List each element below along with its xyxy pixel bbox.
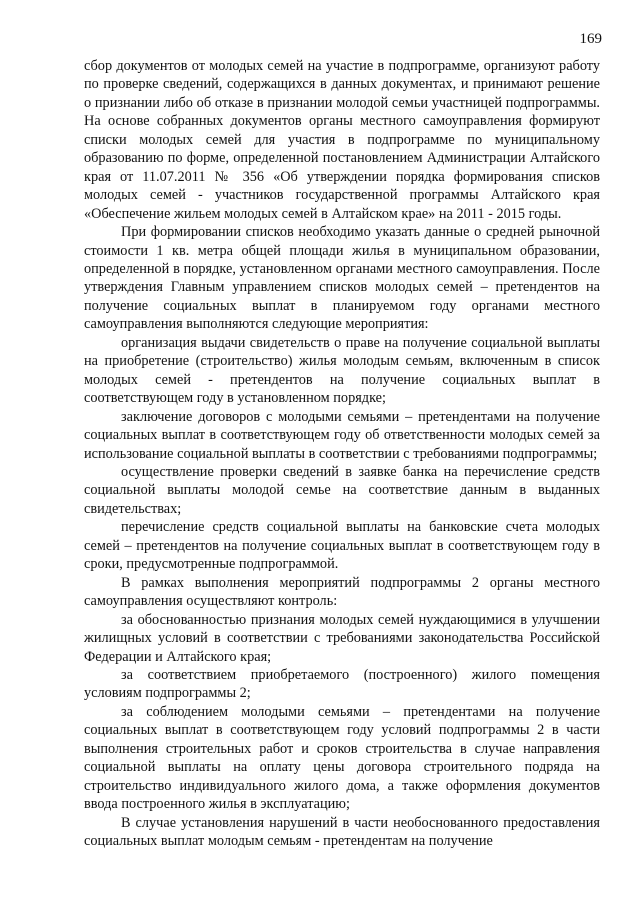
- list-item-control-construction: за соблюдением молодыми семьями – претендентами на получение социальных выплат в соответствующем году условий подпрограммы 2 в части выполнения строительных работ и сроков строительства в случае направления социальной выплаты на оплату цены договора строительного подряда на строительство индивидуального жилого дома, а также оформления документов ввода построенного жилья в эксплуатацию;: [84, 703, 600, 813]
- paragraph-continuation: сбор документов от молодых семей на участие в подпрограмме, организуют работу по проверке сведений, содержащихся в данных документах, и принимают решение о признании либо об отказе в признании молодой семьи участницей подпрограммы. На основе собранных документов органы местного самоуправления формируют списки молодых семей для участия в подпрограмме по муниципальному образованию по форме, определенной постановлением Администрации Алтайского края от 11.07.2011 № 356 «Об утверждении порядка формирования списков молодых семей - участников государственной программы Алтайского края «Обеспечение жильем молодых семей в Алтайском крае» на 2011 - 2015 годы.: [84, 58, 600, 222]
- list-item-control-housing: за соответствием приобретаемого (построенного) жилого помещения условиям подпрограммы 2;: [84, 666, 600, 702]
- paragraph-violations: В случае установления нарушений в части необоснованного предоставления социальных выплат молодым семьям - претендентам на получение: [84, 814, 600, 850]
- paragraph-control-intro: В рамках выполнения мероприятий подпрограммы 2 органы местного самоуправления осуществляют контроль:: [84, 574, 600, 610]
- paragraph-lists-formation: При формировании списков необходимо указать данные о средней рыночной стоимости 1 кв. метра общей площади жилья в муниципальном образовании, определенной в порядке, установленном органами местного самоуправления. После утверждения Главным управлением списков молодых семей – претендентов на получение социальных выплат в планируемом году органами местного самоуправления выполняются следующие мероприятия:: [84, 224, 600, 333]
- list-item-contracts: заключение договоров с молодыми семьями – претендентами на получение социальных выплат в соответствующем году об ответственности молодых семей за использование социальной выплаты в соответствии с требованиями подпрограммы;: [84, 408, 600, 462]
- list-item-certificates: организация выдачи свидетельств о праве на получение социальной выплаты на приобретение (строительство) жилья молодым семьям, включенным в список молодых семей - претендентов на получение социальных выплат в соответствующем году в установленном порядке;: [84, 334, 600, 407]
- list-item-transfer: перечисление средств социальной выплаты на банковские счета молодых семей – претендентов на получение социальных выплат в соответствующем году в сроки, предусмотренные подпрограммой.: [84, 519, 600, 573]
- list-item-bank-check: осуществление проверки сведений в заявке банка на перечисление средств социальной выплаты молодой семье на соответствие данным в выданных свидетельствах;: [84, 463, 600, 517]
- page-number: 169: [579, 31, 602, 47]
- list-item-control-need: за обоснованностью признания молодых семей нуждающимися в улучшении жилищных условий в соответствии с требованиями законодательства Российской Федерации и Алтайского края;: [84, 611, 600, 665]
- body-text: [84, 57, 600, 850]
